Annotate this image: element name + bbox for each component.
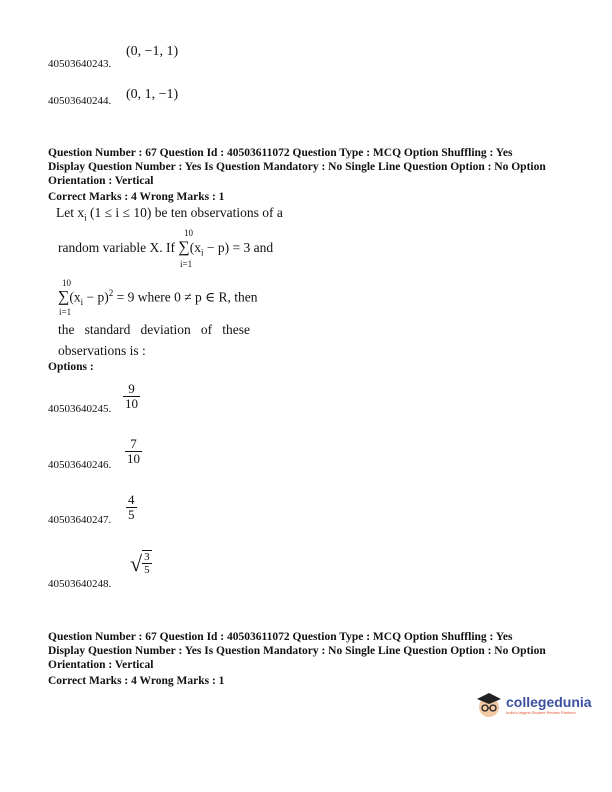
option-id: 40503640246. <box>48 459 112 471</box>
option-value: (0, 1, −1) <box>126 87 179 102</box>
denominator: 10 <box>125 396 138 411</box>
collegedunia-logo <box>474 690 592 720</box>
summation-symbol: ∑ <box>178 239 190 256</box>
next-question-header <box>48 630 578 688</box>
student-mascot-icon <box>474 690 504 720</box>
stem-line-2: random variable X. If $\sum(x_i - p) = 3$ and <box>58 239 274 258</box>
logo-wordmark: collegedunia <box>506 693 592 710</box>
numerator: 4 <box>128 492 135 507</box>
option-id: 40503640245. <box>48 403 112 415</box>
option-sqrt-fraction <box>130 550 152 576</box>
option-fraction <box>126 493 137 522</box>
question-header-line: Orientation : Vertical <box>48 175 154 187</box>
option-fraction <box>123 382 140 411</box>
stem-line-3: $\sum(x_i - p)^2 = 9$ where 0 ≠ p ∈ R, then <box>58 288 258 308</box>
question-header-line: Question Number : 67 Question Id : 40503611072 Question Type : MCQ Option Shuffling : Yes <box>48 147 513 159</box>
stem-line-4: the standard deviation of these <box>58 322 250 337</box>
option-id: 40503640248. <box>48 578 112 590</box>
option-id: 40503640243. <box>48 58 112 70</box>
numerator: 7 <box>130 436 137 451</box>
denominator: 10 <box>127 451 140 466</box>
sum-lower-limit: i=1 <box>180 259 193 269</box>
sqrt-symbol: √ <box>130 551 143 576</box>
question-header-line: Display Question Number : Yes Is Question Mandatory : No Single Line Question Option : No Option <box>48 161 546 173</box>
question-header-line: Orientation : Vertical <box>48 659 154 671</box>
denominator: 5 <box>128 507 135 522</box>
question-header-line: Display Question Number : Yes Is Question Mandatory : No Single Line Question Option : No Option <box>48 645 546 657</box>
option-id: 40503640247. <box>48 514 112 526</box>
option-fraction <box>125 437 142 466</box>
numerator: 9 <box>128 381 135 396</box>
options-label: Options : <box>48 361 94 373</box>
question-header-line: Question Number : 67 Question Id : 40503611072 Question Type : MCQ Option Shuffling : Yes <box>48 631 513 643</box>
logo-tagline: India's largest Student Review Platform <box>506 709 576 715</box>
sum-lower-limit: i=1 <box>59 307 72 317</box>
option-value: (0, −1, 1) <box>126 44 179 59</box>
option-id: 40503640244. <box>48 95 112 107</box>
stem-line-1: Let $x_i$ (1 ≤ i ≤ 10) be ten observations of a <box>56 205 283 223</box>
sum-upper-limit: 10 <box>184 228 193 238</box>
summation-symbol: ∑ <box>58 288 70 306</box>
question-header <box>48 146 578 204</box>
sum-upper-limit: 10 <box>62 278 71 288</box>
denominator: 5 <box>144 564 150 576</box>
question-marks: Correct Marks : 4 Wrong Marks : 1 <box>48 675 225 687</box>
numerator: 3 <box>144 551 150 563</box>
question-marks: Correct Marks : 4 Wrong Marks : 1 <box>48 191 225 203</box>
stem-line-5: observations is : <box>58 343 146 358</box>
